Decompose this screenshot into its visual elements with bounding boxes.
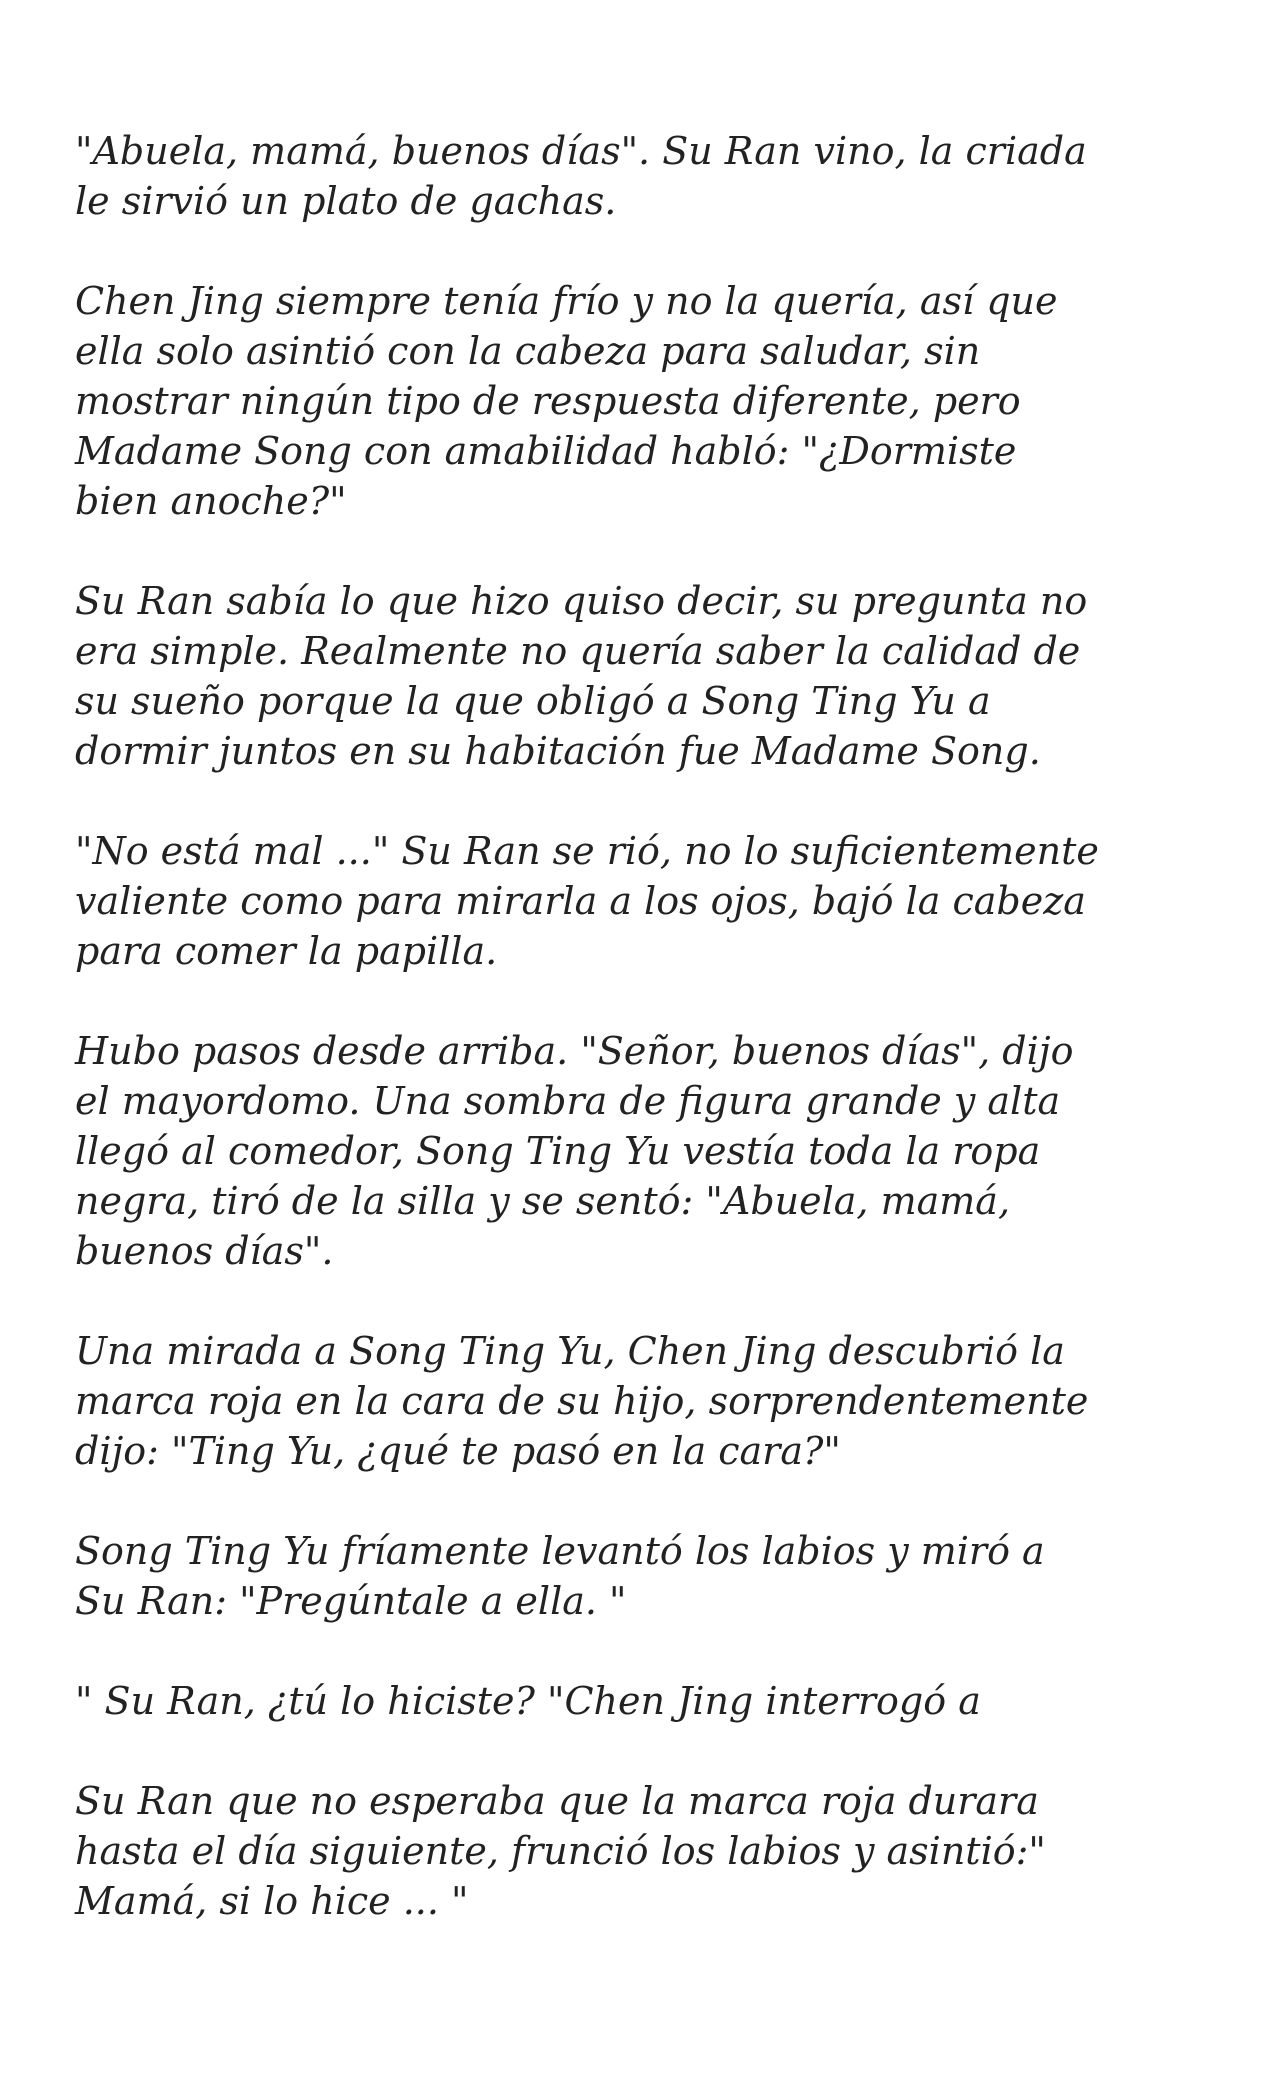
text-line: valiente como para mirarla a los ojos, bajó la cabeza: [75, 879, 1086, 923]
text-line: "No está mal ..." Su Ran se rió, no lo suficientemente: [75, 829, 1099, 873]
paragraph-5: [75, 1026, 1235, 1276]
text-line: bien anoche?": [75, 479, 347, 523]
text-line: Una mirada a Song Ting Yu, Chen Jing descubrió la: [75, 1329, 1065, 1373]
text-line: Hubo pasos desde arriba. "Señor, buenos días", dijo: [75, 1029, 1074, 1073]
paragraph-1: [75, 126, 1235, 226]
text-line: Su Ran sabía lo que hizo quiso decir, su pregunta no: [75, 579, 1088, 623]
paragraph-2: [75, 276, 1235, 526]
text-line: hasta el día siguiente, frunció los labios y asintió:": [75, 1829, 1046, 1873]
text-line: "Abuela, mamá, buenos días". Su Ran vino, la criada: [75, 129, 1087, 173]
text-line: " Su Ran, ¿tú lo hiciste? "Chen Jing interrogó a: [75, 1679, 981, 1723]
text-line: Su Ran: "Pregúntale a ella. ": [75, 1579, 627, 1623]
paragraph-7: [75, 1526, 1235, 1626]
paragraph-9: [75, 1776, 1235, 1926]
text-line: mostrar ningún tipo de respuesta diferente, pero: [75, 379, 1021, 423]
text-line: Chen Jing siempre tenía frío y no la quería, así que: [75, 279, 1058, 323]
text-line: el mayordomo. Una sombra de figura grande y alta: [75, 1079, 1061, 1123]
text-line: su sueño porque la que obligó a Song Ting Yu a: [75, 679, 991, 723]
paragraph-8: [75, 1676, 1235, 1726]
text-line: buenos días".: [75, 1229, 334, 1273]
text-line: marca roja en la cara de su hijo, sorprendentemente: [75, 1379, 1089, 1423]
text-line: le sirvió un plato de gachas.: [75, 179, 617, 223]
text-line: ella solo asintió con la cabeza para saludar, sin: [75, 329, 981, 373]
text-line: Madame Song con amabilidad habló: "¿Dormiste: [75, 429, 1017, 473]
text-line: negra, tiró de la silla y se sentó: "Abuela, mamá,: [75, 1179, 1011, 1223]
text-line: era simple. Realmente no quería saber la calidad de: [75, 629, 1081, 673]
text-line: para comer la papilla.: [75, 929, 498, 973]
text-line: Mamá, si lo hice ... ": [75, 1879, 469, 1923]
text-line: Su Ran que no esperaba que la marca roja durara: [75, 1779, 1039, 1823]
text-line: llegó al comedor, Song Ting Yu vestía toda la ropa: [75, 1129, 1041, 1173]
text-line: Song Ting Yu fríamente levantó los labios y miró a: [75, 1529, 1045, 1573]
paragraph-3: [75, 576, 1235, 776]
text-line: dormir juntos en su habitación fue Madame Song.: [75, 729, 1041, 773]
paragraph-4: [75, 826, 1235, 976]
text-line: dijo: "Ting Yu, ¿qué te pasó en la cara?": [75, 1429, 841, 1473]
paragraph-6: [75, 1326, 1235, 1476]
story-text: [75, 126, 1235, 1976]
